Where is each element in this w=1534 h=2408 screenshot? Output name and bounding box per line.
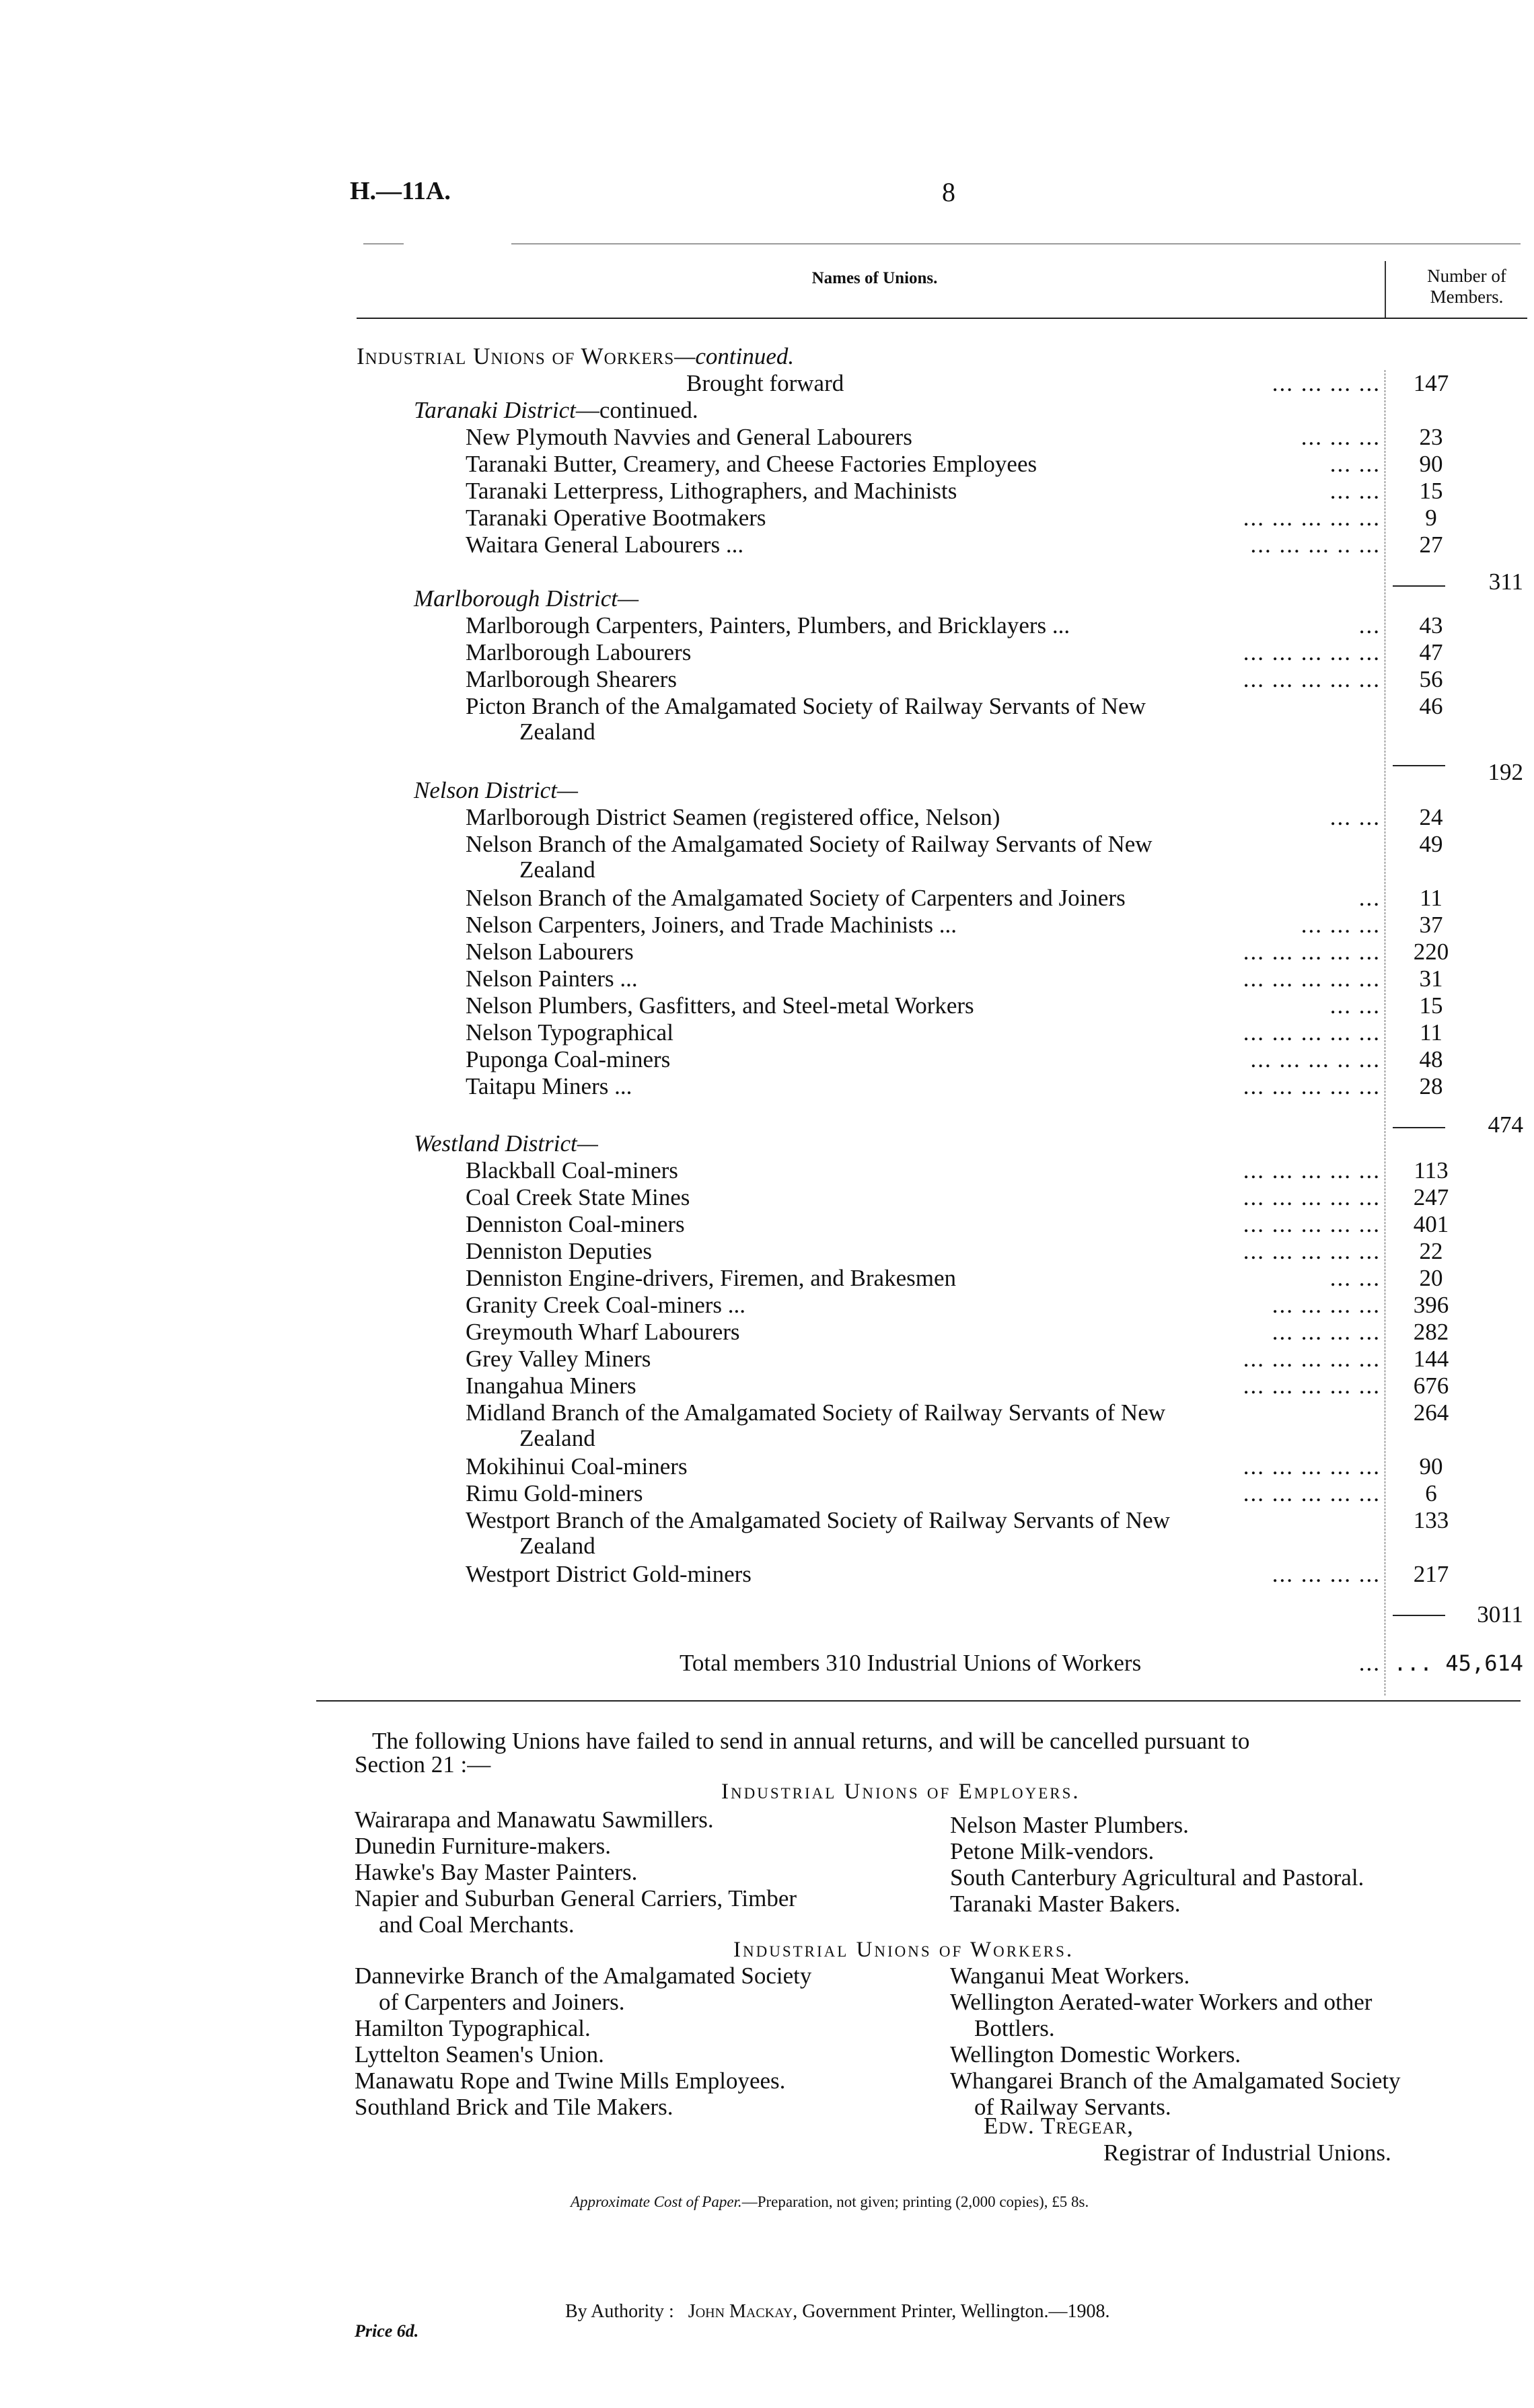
- leader-dots: ... ... ... ... ...: [1243, 1019, 1381, 1046]
- member-count: 24: [1419, 804, 1443, 830]
- column-header-members-2: Members.: [1430, 287, 1504, 307]
- member-count: 49: [1419, 831, 1443, 857]
- column-header-members-1: Number of: [1427, 266, 1506, 286]
- union-list-item: Whangarei Branch of the Amalgamated Society: [950, 2068, 1401, 2094]
- leader-dots: ...: [1358, 612, 1381, 639]
- union-list-item: Hawke's Bay Master Painters.: [355, 1859, 638, 1885]
- page-number: 8: [942, 177, 955, 207]
- leader-dots: ... ... ... ... ...: [1243, 1211, 1381, 1237]
- table-row: [0, 1292, 1534, 1319]
- workers-right-column: [950, 1963, 1401, 2120]
- table-row: [0, 1399, 1534, 1426]
- union-list-item: Lyttelton Seamen's Union.: [355, 2041, 604, 2068]
- cost-footnote: [571, 2193, 1089, 2211]
- table-row: [0, 612, 1534, 639]
- leader-dots: ... ... ... ... ...: [1243, 1238, 1381, 1264]
- union-name: New Plymouth Navvies and General Labourers: [466, 424, 912, 450]
- member-count: 11: [1420, 1019, 1442, 1046]
- member-count: 22: [1419, 1238, 1443, 1264]
- leader-dots: ... ... ... ...: [1272, 1319, 1381, 1345]
- total-row: [0, 1650, 1534, 1677]
- member-count: 27: [1419, 532, 1443, 558]
- brought-forward-row: [0, 370, 1534, 397]
- member-count: 247: [1413, 1184, 1449, 1210]
- leader-dots: ... ... ... ...: [1272, 1292, 1381, 1318]
- section-heading-continued: —continued.: [674, 343, 795, 369]
- signature: [984, 2113, 1134, 2139]
- table-row: [0, 666, 1534, 693]
- table-row: [0, 1238, 1534, 1265]
- member-count: 15: [1419, 992, 1443, 1019]
- union-name-continued: Zealand: [519, 1425, 595, 1451]
- district-title-taranaki: [0, 397, 1534, 424]
- member-count: 56: [1419, 666, 1443, 692]
- member-count: 220: [1413, 939, 1449, 965]
- table-row-continuation: [0, 856, 1534, 883]
- leader-dots: ...: [1358, 885, 1381, 911]
- subtotal-value: 474: [1488, 1111, 1523, 1138]
- member-count: 6: [1425, 1480, 1437, 1506]
- table-row: [0, 804, 1534, 831]
- table-row: [0, 1480, 1534, 1507]
- failed-intro-line-2: [0, 1751, 1534, 1778]
- union-name: Marlborough District Seamen (registered office, Nelson): [466, 804, 1000, 830]
- member-count: 264: [1413, 1399, 1449, 1426]
- table-row: [0, 1211, 1534, 1238]
- union-list-item: Manawatu Rope and Twine Mills Employees.: [355, 2068, 786, 2094]
- intro-text: The following Unions have failed to send in annual returns, and will be cancelled pursuant to: [372, 1728, 1250, 1754]
- table-row: [0, 1265, 1534, 1292]
- leader-dots: ... ...: [1329, 804, 1381, 830]
- member-count: 28: [1419, 1073, 1443, 1099]
- table-row: [0, 424, 1534, 451]
- leader-dots: ... ... ... ... ...: [1243, 1184, 1381, 1210]
- union-name: Taranaki Butter, Creamery, and Cheese Factories Employees: [466, 451, 1037, 477]
- leader-dots: ... ... ... ... ...: [1243, 1373, 1381, 1399]
- union-name: Westport Branch of the Amalgamated Society of Railway Servants of New: [466, 1507, 1170, 1533]
- employers-heading: Industrial Unions of Employers.: [721, 1780, 1081, 1804]
- leader-dots: ... ... ... .. ...: [1250, 1046, 1381, 1072]
- table-row: [0, 478, 1534, 505]
- table-row: [0, 939, 1534, 965]
- union-list-item: Wellington Domestic Workers.: [950, 2041, 1241, 2068]
- workers-left-column: [355, 1963, 811, 2120]
- member-count: 9: [1425, 505, 1437, 531]
- member-count: 47: [1419, 639, 1443, 665]
- leader-dots: ... ... ...: [1301, 424, 1381, 450]
- member-count: 401: [1413, 1211, 1449, 1237]
- subtotal-nelson: [0, 1111, 1534, 1138]
- intro-text: Section 21 :—: [355, 1751, 491, 1778]
- union-name: Nelson Painters ...: [466, 965, 638, 992]
- page-header: [350, 176, 1507, 217]
- leader-dots: ... ... ... ...: [1272, 1561, 1381, 1587]
- employers-left-column: [355, 1807, 797, 1938]
- union-name: Denniston Coal-miners: [466, 1211, 685, 1237]
- leader-dots: ... ... ... ... ...: [1243, 939, 1381, 965]
- leader-dots: ... ...: [1329, 478, 1381, 504]
- member-count: 144: [1413, 1346, 1449, 1372]
- table-row: [0, 1157, 1534, 1184]
- table-row: [0, 1373, 1534, 1399]
- member-count: 90: [1419, 451, 1443, 477]
- table-row: [0, 1073, 1534, 1100]
- table-row: [0, 693, 1534, 720]
- column-separator-header: [1385, 261, 1386, 318]
- union-list-item: Bottlers.: [974, 2015, 1055, 2041]
- leader-dots: ... ... ... ... ...: [1243, 666, 1381, 692]
- total-label: Total members 310 Industrial Unions of Workers: [680, 1650, 1142, 1676]
- union-list-item: Wanganui Meat Workers.: [950, 1963, 1190, 1989]
- leader-dots: ... ... ... ... ...: [1243, 1073, 1381, 1099]
- union-name: Marlborough Carpenters, Painters, Plumbers, and Bricklayers ...: [466, 612, 1070, 639]
- union-name: Nelson Carpenters, Joiners, and Trade Machinists ...: [466, 912, 957, 938]
- signature-role: Registrar of Industrial Unions.: [1103, 2140, 1391, 2166]
- subtotal-value: 3011: [1477, 1601, 1523, 1628]
- union-list-item: Hamilton Typographical.: [355, 2015, 591, 2041]
- subtotal-value: 311: [1488, 569, 1523, 595]
- brought-forward-value: 147: [1413, 370, 1449, 396]
- table-row: [0, 1453, 1534, 1480]
- member-count: 282: [1413, 1319, 1449, 1345]
- member-count: 11: [1420, 885, 1442, 911]
- workers-heading: Industrial Unions of Workers.: [733, 1938, 1074, 1962]
- district-name: Marlborough District—: [414, 585, 639, 612]
- subtotal-value: 192: [1488, 759, 1523, 785]
- member-count: 31: [1419, 965, 1443, 992]
- table-row-continuation: [0, 1533, 1534, 1560]
- footnote-label: Approximate Cost of Paper.: [571, 2193, 742, 2210]
- member-count: 133: [1413, 1507, 1449, 1533]
- column-header-names: Names of Unions.: [811, 269, 938, 287]
- table-row: [0, 1046, 1534, 1073]
- member-count: 43: [1419, 612, 1443, 639]
- union-list-item: Wellington Aerated-water Workers and other: [950, 1989, 1373, 2015]
- subtotal-taranaki: [0, 569, 1534, 595]
- union-list-item: of Carpenters and Joiners.: [379, 1989, 625, 2015]
- table-row: [0, 965, 1534, 992]
- union-name: Nelson Branch of the Amalgamated Society of Carpenters and Joiners: [466, 885, 1126, 911]
- leader-dots: ... ... ... ... ...: [1243, 1157, 1381, 1183]
- union-name: Taranaki Letterpress, Lithographers, and Machinists: [466, 478, 957, 504]
- table-row: [0, 532, 1534, 558]
- union-name: Grey Valley Miners: [466, 1346, 651, 1372]
- union-list-item: South Canterbury Agricultural and Pastoral.: [950, 1864, 1364, 1891]
- union-name: Mokihinui Coal-miners: [466, 1453, 688, 1480]
- union-name: Nelson Plumbers, Gasfitters, and Steel-metal Workers: [466, 992, 974, 1019]
- union-list-item: Taranaki Master Bakers.: [950, 1891, 1181, 1917]
- printer-name: John Mackay: [688, 2301, 793, 2322]
- table-row: [0, 451, 1534, 478]
- union-name-continued: Zealand: [519, 719, 595, 745]
- table-row: [0, 639, 1534, 666]
- union-name: Granity Creek Coal-miners ...: [466, 1292, 746, 1318]
- member-count: 15: [1419, 478, 1443, 504]
- table-row: [0, 1184, 1534, 1211]
- union-name: Waitara General Labourers ...: [466, 532, 744, 558]
- failed-intro-line-1: [0, 1728, 1534, 1755]
- table-row: [0, 1346, 1534, 1373]
- union-list-item: of Railway Servants.: [974, 2094, 1171, 2120]
- union-list-item: Napier and Suburban General Carriers, Timber: [355, 1885, 797, 1911]
- union-name-continued: Zealand: [519, 1533, 595, 1559]
- union-name: Westport District Gold-miners: [466, 1561, 752, 1587]
- section-heading-title: Industrial Unions of Workers: [357, 343, 675, 369]
- table-row: [0, 1561, 1534, 1588]
- union-name: Blackball Coal-miners: [466, 1157, 678, 1183]
- leader-dots: ... ...: [1329, 992, 1381, 1019]
- member-count: 90: [1419, 1453, 1443, 1480]
- union-name: Marlborough Shearers: [466, 666, 677, 692]
- union-name: Greymouth Wharf Labourers: [466, 1319, 740, 1345]
- member-count: 20: [1419, 1265, 1443, 1291]
- table-row: [0, 1507, 1534, 1534]
- signature-name: Edw. Tregear,: [984, 2113, 1134, 2139]
- union-name: Coal Creek State Mines: [466, 1184, 690, 1210]
- member-count: 676: [1413, 1373, 1449, 1399]
- printer-line: [565, 2301, 1109, 2323]
- union-name: Inangahua Miners: [466, 1373, 636, 1399]
- union-name: Nelson Labourers: [466, 939, 634, 965]
- table-row: [0, 885, 1534, 912]
- table-row-continuation: [0, 1425, 1534, 1452]
- union-list-item: Southland Brick and Tile Makers.: [355, 2094, 673, 2120]
- member-count: 217: [1413, 1561, 1449, 1587]
- document-code: H.—11A.: [350, 177, 451, 205]
- employers-right-column: [950, 1812, 1364, 1917]
- union-list-item: Dannevirke Branch of the Amalgamated Society: [355, 1963, 812, 1989]
- brought-forward-label: Brought forward: [686, 370, 844, 396]
- union-name: Puponga Coal-miners: [466, 1046, 671, 1072]
- leader-dots: ... ... ... ... ...: [1243, 965, 1381, 992]
- subtotal-marlborough: [0, 759, 1534, 786]
- union-name: Midland Branch of the Amalgamated Society of Railway Servants of New: [466, 1399, 1166, 1426]
- leader-dots: ... ... ... ... ...: [1243, 505, 1381, 531]
- member-count: 23: [1419, 424, 1443, 450]
- table-header-rule: [357, 318, 1527, 319]
- printer-suffix: , Government Printer, Wellington.—1908.: [793, 2301, 1110, 2322]
- member-count: 48: [1419, 1046, 1443, 1072]
- district-name: Westland District—: [414, 1130, 598, 1157]
- union-list-item: Nelson Master Plumbers.: [950, 1812, 1189, 1838]
- leader-dots: ... ...: [1329, 451, 1381, 477]
- footnote-text: —Preparation, not given; printing (2,000 copies), £5 8s.: [741, 2193, 1089, 2210]
- union-name: Taranaki Operative Bootmakers: [466, 505, 766, 531]
- leader-dots: ... ... ...: [1301, 912, 1381, 938]
- price: Price 6d.: [355, 2321, 419, 2341]
- union-name: Denniston Engine-drivers, Firemen, and Brakesmen: [466, 1265, 956, 1291]
- leader-dots: ... ... ... ... ...: [1243, 1453, 1381, 1480]
- total-dots: ...: [1358, 1650, 1381, 1676]
- union-name: Nelson Branch of the Amalgamated Society of Railway Servants of New: [466, 831, 1153, 857]
- brought-forward-dots: ... ... ... ...: [1272, 370, 1381, 396]
- union-name: Taitapu Miners ...: [466, 1073, 632, 1099]
- table-row: [0, 1019, 1534, 1046]
- section-heading: [0, 343, 1534, 370]
- table-row: [0, 1319, 1534, 1346]
- union-name: Rimu Gold-miners: [466, 1480, 643, 1506]
- district-continued: —continued.: [575, 397, 698, 423]
- leader-dots: ... ... ... ... ...: [1243, 1480, 1381, 1506]
- union-list-item: Petone Milk-vendors.: [950, 1838, 1155, 1864]
- leader-dots: ... ...: [1329, 1265, 1381, 1291]
- member-count: 113: [1414, 1157, 1449, 1183]
- table-bottom-rule: [316, 1700, 1521, 1702]
- printer-prefix: By Authority :: [565, 2301, 674, 2322]
- union-name: Denniston Deputies: [466, 1238, 653, 1264]
- union-name-continued: Zealand: [519, 856, 595, 883]
- leader-dots: ... ... ... ... ...: [1243, 1346, 1381, 1372]
- signature-title: [1103, 2140, 1391, 2166]
- leader-dots: ... ... ... .. ...: [1250, 532, 1381, 558]
- subtotal-westland: [0, 1601, 1534, 1628]
- member-count: 46: [1419, 693, 1443, 719]
- leader-dots: ... ... ... ... ...: [1243, 639, 1381, 665]
- union-name: Picton Branch of the Amalgamated Society of Railway Servants of New: [466, 693, 1146, 719]
- union-list-item: and Coal Merchants.: [379, 1911, 575, 1938]
- table-row: [0, 505, 1534, 532]
- district-name: Nelson District—: [414, 777, 579, 803]
- union-list-item: Wairarapa and Manawatu Sawmillers.: [355, 1807, 714, 1833]
- union-list-item: Dunedin Furniture-makers.: [355, 1833, 612, 1859]
- member-count: 396: [1413, 1292, 1449, 1318]
- table-row: [0, 831, 1534, 858]
- member-count: 37: [1419, 912, 1443, 938]
- table-row: [0, 992, 1534, 1019]
- union-name: Nelson Typographical: [466, 1019, 673, 1046]
- table-row-continuation: [0, 719, 1534, 745]
- table-row: [0, 912, 1534, 939]
- total-value: ... 45,614: [1393, 1650, 1523, 1676]
- union-name: Marlborough Labourers: [466, 639, 692, 665]
- district-name: Taranaki District: [414, 397, 576, 423]
